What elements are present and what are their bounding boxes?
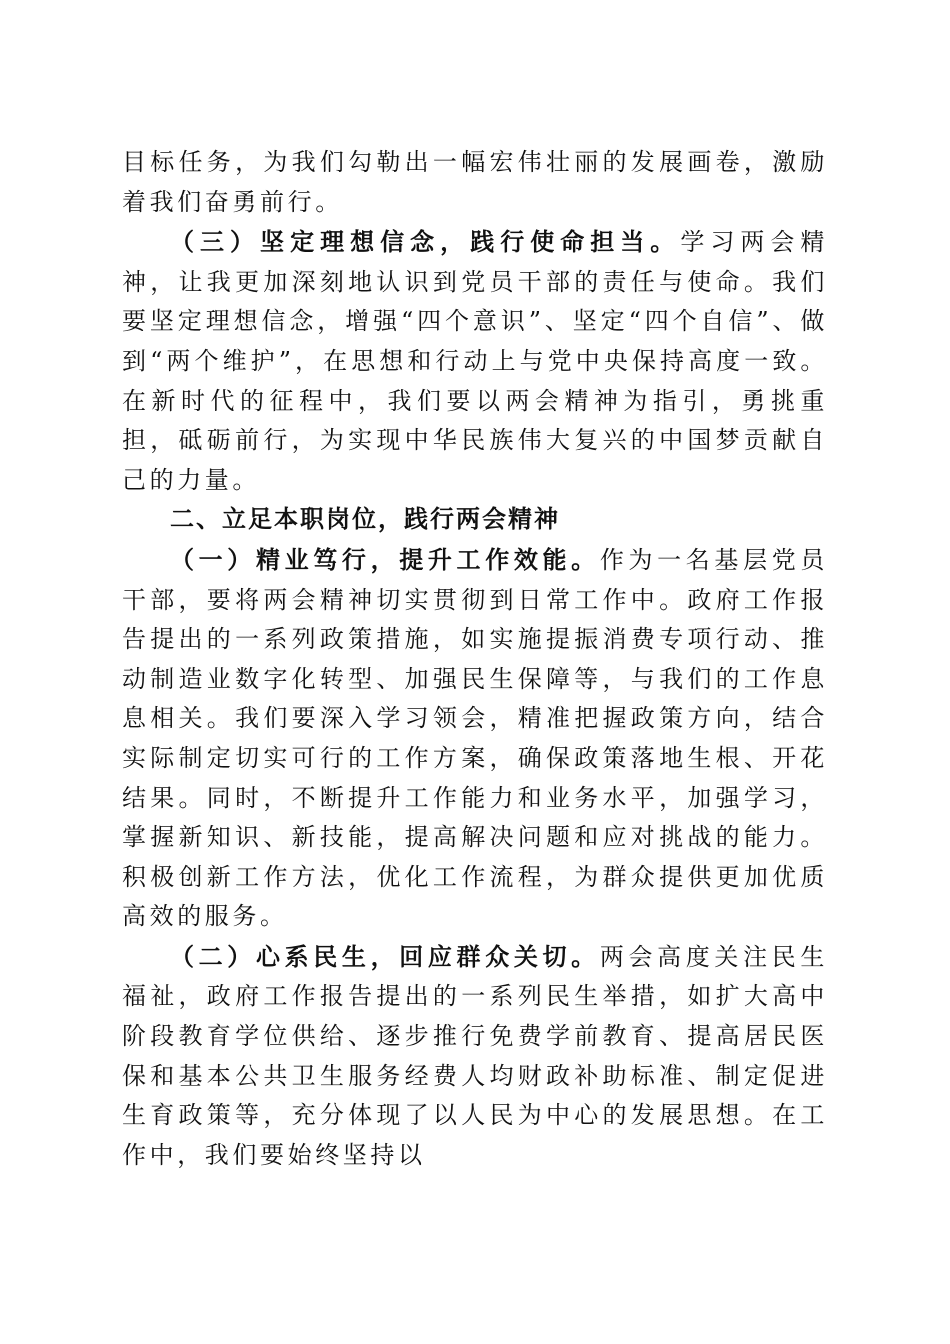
document-body	[122, 143, 828, 1175]
paragraph-livelihood	[122, 937, 828, 1176]
paragraph-continuation	[122, 143, 828, 222]
paragraph-lead: （一）精业笃行，提升工作效能。	[170, 544, 600, 574]
paragraph-lead: （三）坚定理想信念，践行使命担当。	[170, 227, 681, 257]
paragraph-text: 作为一名基层党员干部，要将两会精神切实贯彻到日常工作中。政府工作报告提出的一系列政策措施，如实施提振消费专项行动、推动制造业数字化转型、加强民生保障等，与我们的工作息息相关。我们要深入学习领会，精准把握政策方向，结合实际制定切实可行的工作方案，确保政策落地生根、开花结果。同时，不断提升工作能力和业务水平，加强学习，掌握新知识、新技能，提高解决问题和应对挑战的能力。积极创新工作方法，优化工作流程，为群众提供更加优质高效的服务。	[122, 545, 828, 931]
paragraph-efficiency	[122, 540, 828, 937]
paragraph-text: 两会高度关注民生福祉，政府工作报告提出的一系列民生举措，如扩大高中阶段教育学位供给、逐步推行免费学前教育、提高居民医保和基本公共卫生服务经费人均财政补助标准、制定促进生育政策等，充分体现了以人民为中心的发展思想。在工作中，我们要始终坚持以	[122, 942, 828, 1169]
paragraph-text: 目标任务，为我们勾勒出一幅宏伟壮丽的发展画卷，激励着我们奋勇前行。	[122, 148, 828, 216]
paragraph-text: 学习两会精神，让我更加深刻地认识到党员干部的责任与使命。我们要坚定理想信念，增强“四个意识”、坚定“四个自信”、做到“两个维护”，在思想和行动上与党中央保持高度一致。在新时代的征程中，我们要以两会精神为指引，勇挑重担，砥砺前行，为实现中华民族伟大复兴的中国梦贡献自己的力量。	[122, 228, 829, 494]
paragraph-lead: （二）心系民生，回应群众关切。	[170, 941, 600, 971]
paragraph-ideals	[122, 222, 828, 500]
section-heading: 二、立足本职岗位，践行两会精神	[170, 505, 560, 534]
